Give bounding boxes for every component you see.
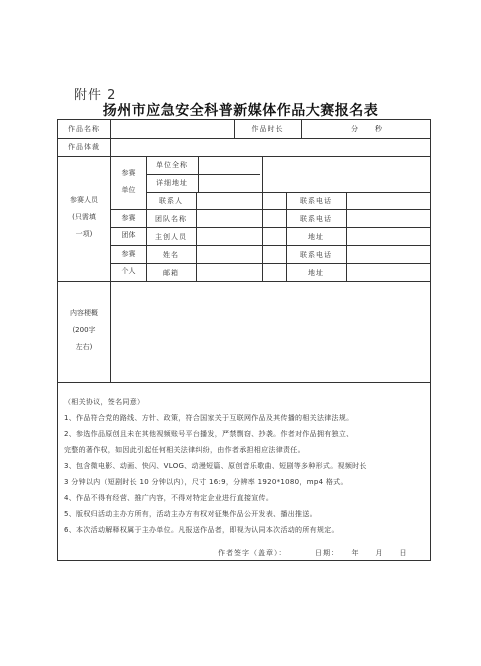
terms-line: 4、作品不得有经营、推广内容，不得对特定企业进行直接宣传。 (64, 494, 274, 502)
terms-line: 3 分钟以内（短剧时长 10 分钟以内），尺寸 16:9，分辨率 1920*1080，mp4 格式。 (64, 478, 348, 486)
individual-address-field[interactable] (347, 264, 431, 281)
work-name-field[interactable] (111, 121, 234, 138)
terms-line: 5、版权归活动主办方所有，活动主办方有权对征集作品公开发表、播出推送。 (64, 510, 317, 518)
terms-line: 3、包含微电影、动画、快闪、VLOG、动漫短篇、原创音乐歌曲、短剧等多种形式。视频时长 (64, 462, 367, 470)
contact-person-label: 联系人 (159, 197, 183, 205)
terms-line: 6、本次活动解释权属于主办单位。凡报送作品者，即视为认同本次活动的所有规定。 (64, 526, 339, 534)
email-field[interactable] (197, 264, 262, 281)
team-name-label: 团队名称 (155, 215, 187, 223)
team-address-field[interactable] (347, 228, 431, 245)
unit-phone-field[interactable] (347, 193, 431, 209)
summary-label: 内容梗概 (200字 左右) (70, 309, 98, 351)
detail-address-field[interactable] (199, 175, 431, 192)
terms-line: 1、作品符合党的路线、方针、政策，符合国家关于互联网作品及其传播的相关法律法规。 (64, 414, 354, 422)
participant-label: 参赛人员 (只需填 一项) (70, 196, 98, 238)
attachment-label: 附件 2 (74, 88, 117, 103)
name-label: 姓名 (163, 251, 179, 259)
row-divider (58, 382, 430, 383)
main-creator-label: 主创人员 (155, 233, 187, 241)
unit-fullname-label: 单位全称 (156, 161, 188, 169)
team-address-label: 地址 (308, 233, 324, 241)
individual-phone-label: 联系电话 (300, 251, 332, 259)
team-phone-label: 联系电话 (300, 215, 332, 223)
individual-address-label: 地址 (308, 269, 324, 277)
terms-line: 完整的著作权，如因此引起任何相关法律纠纷，由作者承担相应法律责任。 (64, 446, 305, 454)
duration-label: 作品时长 (251, 125, 284, 133)
individual-label: 参赛 个人 (121, 250, 136, 275)
signature-line[interactable]: 作者签字（盖章）： 日期： 年 月 日 (218, 549, 408, 557)
contact-person-field[interactable] (197, 193, 262, 209)
individual-phone-field[interactable] (347, 246, 431, 263)
work-name-label: 作品名称 (68, 125, 100, 133)
agreement-terms (64, 394, 428, 538)
team-label: 参赛 团体 (121, 214, 136, 239)
form-title: 扬州市应急安全科普新媒体作品大赛报名表 (102, 103, 379, 119)
detail-address-label: 详细地址 (156, 179, 188, 187)
terms-heading: （相关协议，签名同意） (64, 398, 145, 406)
name-field[interactable] (197, 246, 262, 263)
main-creator-field[interactable] (197, 228, 262, 245)
genre-label: 作品体裁 (68, 143, 100, 151)
duration-field[interactable]: 分 秒 (351, 125, 383, 133)
col-divider (262, 192, 263, 281)
registration-form (57, 119, 431, 561)
terms-line: 2、参选作品原创且未在其他视频账号平台播发，严禁剽窃、抄袭。作者对作品拥有独立、 (64, 430, 354, 438)
unit-label: 参赛 单位 (121, 169, 136, 194)
unit-fullname-field[interactable] (199, 157, 431, 174)
genre-field[interactable] (111, 139, 431, 156)
team-name-field[interactable] (197, 210, 262, 227)
unit-phone-label: 联系电话 (300, 197, 332, 205)
summary-field[interactable] (111, 282, 431, 382)
team-phone-field[interactable] (347, 210, 431, 227)
email-label: 邮箱 (163, 269, 179, 277)
